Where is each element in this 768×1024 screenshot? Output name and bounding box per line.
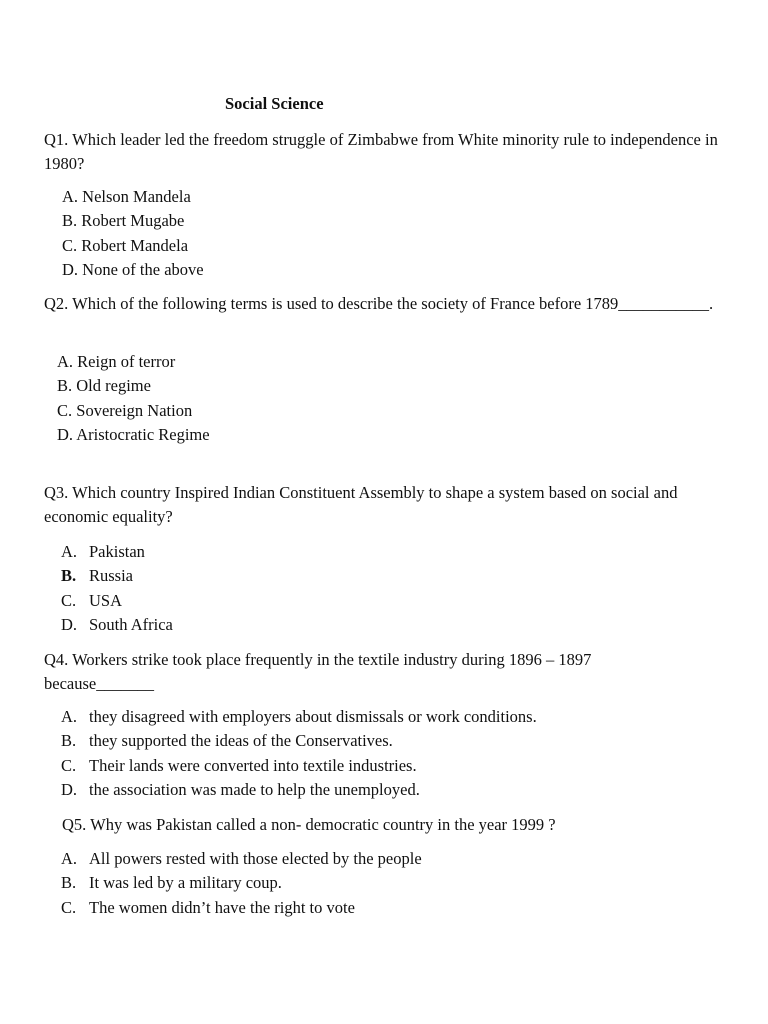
option-letter: D. <box>61 779 78 799</box>
option-letter: D. <box>61 614 78 634</box>
option-letter: B. <box>57 376 73 396</box>
option-2a <box>57 350 210 374</box>
option-3b <box>61 564 173 588</box>
option-3a <box>61 540 173 564</box>
option-text: Reign of terror <box>73 352 176 371</box>
option-3d <box>61 613 173 637</box>
option-2d <box>57 423 210 447</box>
option-letter: A. <box>62 187 79 206</box>
question-3-options <box>61 540 173 637</box>
option-letter: A. <box>61 542 78 561</box>
question-5-options <box>61 847 422 920</box>
page-title: Social Science <box>225 94 324 113</box>
option-text: It was led by a military coup. <box>89 873 282 893</box>
question-2: Q2. Which of the following terms is used to describe the society of France before 1789___________. <box>44 294 714 313</box>
option-text: the association was made to help the unemployed. <box>89 779 420 799</box>
question-4: Q4. Workers strike took place frequently in the textile industry during 1896 – 1897 because_______ <box>44 650 592 693</box>
option-5c <box>61 896 422 920</box>
option-letter: B. <box>61 566 77 586</box>
option-2b <box>57 374 210 398</box>
option-letter: D. <box>62 259 79 279</box>
option-text: Russia <box>89 566 134 586</box>
option-letter: B. <box>62 211 78 231</box>
option-letter: C. <box>61 755 77 775</box>
option-text: The women didn’t have the right to vote <box>89 897 355 917</box>
option-text: All powers rested with those elected by the people <box>89 849 422 868</box>
option-letter: A. <box>61 707 78 726</box>
option-4a <box>61 705 537 729</box>
option-3c <box>61 589 173 613</box>
option-4c <box>61 754 537 778</box>
option-letter: B. <box>61 873 77 893</box>
option-text: South Africa <box>89 614 173 634</box>
option-text: they supported the ideas of the Conservatives. <box>89 731 393 751</box>
option-letter: A. <box>61 849 78 868</box>
option-text: Robert Mandela <box>77 235 189 255</box>
option-text: USA <box>89 590 123 610</box>
option-letter: C. <box>57 400 73 420</box>
option-text: Aristocratic Regime <box>73 424 210 444</box>
option-1a <box>62 185 204 209</box>
question-1: Q1. Which leader led the freedom struggle of Zimbabwe from White minority rule to independence in 1980? <box>44 130 718 173</box>
option-letter: A. <box>57 352 74 371</box>
option-1c <box>62 234 204 258</box>
option-text: Nelson Mandela <box>78 187 191 206</box>
option-4b <box>61 729 537 753</box>
option-1b <box>62 209 204 233</box>
option-text: Old regime <box>72 376 151 396</box>
question-1-options <box>62 185 204 282</box>
option-letter: C. <box>61 897 77 917</box>
option-text: Sovereign Nation <box>72 400 193 420</box>
option-5a <box>61 847 422 871</box>
question-4-options <box>61 705 537 802</box>
option-text: Robert Mugabe <box>77 211 185 231</box>
option-letter: C. <box>62 235 78 255</box>
option-letter: D. <box>57 424 74 444</box>
option-text: Their lands were converted into textile industries. <box>89 755 417 775</box>
option-letter: C. <box>61 590 77 610</box>
option-2c <box>57 399 210 423</box>
option-4d <box>61 778 537 802</box>
option-letter: B. <box>61 731 77 751</box>
question-3: Q3. Which country Inspired Indian Constituent Assembly to shape a system based on social and economic equality? <box>44 483 678 526</box>
option-text: they disagreed with employers about dismissals or work conditions. <box>89 707 537 726</box>
question-2-options <box>57 350 210 447</box>
question-5: Q5. Why was Pakistan called a non- democratic country in the year 1999 ? <box>62 815 556 834</box>
option-text: None of the above <box>78 259 204 279</box>
option-5b <box>61 871 422 895</box>
option-1d <box>62 258 204 282</box>
option-text: Pakistan <box>89 542 145 561</box>
